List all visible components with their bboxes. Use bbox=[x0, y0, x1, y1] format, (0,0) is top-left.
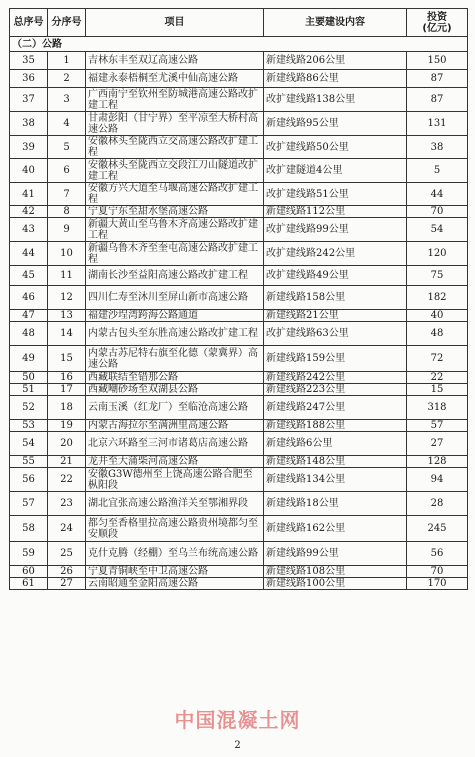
row-investment: 94 bbox=[407, 468, 468, 492]
row-investment: 22 bbox=[407, 372, 468, 384]
table-row bbox=[10, 420, 468, 432]
section-title: （二）公路 bbox=[10, 37, 468, 52]
row-total-no: 59 bbox=[10, 542, 48, 566]
table-row bbox=[10, 218, 468, 242]
header-investment: 投资 (亿元) bbox=[407, 9, 468, 37]
row-investment: 48 bbox=[407, 322, 468, 346]
row-sub-no: 9 bbox=[48, 218, 86, 242]
row-investment: 28 bbox=[407, 492, 468, 516]
row-project: 内蒙古苏尼特右旗至化德（蒙冀界）高速公路 bbox=[86, 346, 264, 372]
row-project: 新疆乌鲁木齐至奎屯高速公路改扩建工程 bbox=[86, 242, 264, 266]
row-investment: 75 bbox=[407, 266, 468, 286]
row-total-no: 56 bbox=[10, 468, 48, 492]
row-total-no: 54 bbox=[10, 432, 48, 456]
row-project: 安徽林头至陇西立交高速公路改扩建工程 bbox=[86, 136, 264, 159]
row-content: 新建线路100公里 bbox=[264, 578, 407, 590]
row-project: 北京六环路至三河市诸葛店高速公路 bbox=[86, 432, 264, 456]
table-row bbox=[10, 542, 468, 566]
row-total-no: 49 bbox=[10, 346, 48, 372]
table-row bbox=[10, 286, 468, 310]
row-sub-no: 13 bbox=[48, 310, 86, 322]
row-content: 改扩建线路63公里 bbox=[264, 322, 407, 346]
row-total-no: 43 bbox=[10, 218, 48, 242]
row-investment: 245 bbox=[407, 516, 468, 542]
row-sub-no: 7 bbox=[48, 183, 86, 206]
row-content: 新建线路86公里 bbox=[264, 70, 407, 88]
table-row bbox=[10, 468, 468, 492]
table-row bbox=[10, 206, 468, 218]
row-content: 新建线路134公里 bbox=[264, 468, 407, 492]
row-project: 内蒙古包头至东胜高速公路改扩建工程 bbox=[86, 322, 264, 346]
row-investment: 57 bbox=[407, 420, 468, 432]
table-row bbox=[10, 322, 468, 346]
row-investment: 150 bbox=[407, 52, 468, 70]
row-sub-no: 24 bbox=[48, 516, 86, 542]
row-project: 安徽林头至陇西立交段江刀山隧道改扩建工程 bbox=[86, 159, 264, 183]
row-content: 新建线路206公里 bbox=[264, 52, 407, 70]
row-project: 宁夏青铜峡至中卫高速公路 bbox=[86, 566, 264, 578]
row-content: 改扩建线路50公里 bbox=[264, 136, 407, 159]
row-investment: 131 bbox=[407, 112, 468, 136]
row-investment: 38 bbox=[407, 136, 468, 159]
row-project: 湖北宜张高速公路渔洋关至鄂湘界段 bbox=[86, 492, 264, 516]
row-total-no: 38 bbox=[10, 112, 48, 136]
table-row bbox=[10, 516, 468, 542]
table-row bbox=[10, 372, 468, 384]
page-number: 2 bbox=[234, 740, 241, 751]
row-sub-no: 17 bbox=[48, 384, 86, 396]
row-sub-no: 21 bbox=[48, 456, 86, 468]
row-content: 新建线路99公里 bbox=[264, 542, 407, 566]
row-investment: 54 bbox=[407, 218, 468, 242]
row-project: 宁夏宁东至甜水堡高速公路 bbox=[86, 206, 264, 218]
row-sub-no: 22 bbox=[48, 468, 86, 492]
row-project: 西藏嘲砂场至双湖县公路 bbox=[86, 384, 264, 396]
header-sub-no: 分序号 bbox=[48, 9, 86, 37]
table-row bbox=[10, 112, 468, 136]
table-row bbox=[10, 384, 468, 396]
table-row bbox=[10, 566, 468, 578]
row-investment: 72 bbox=[407, 346, 468, 372]
row-total-no: 51 bbox=[10, 384, 48, 396]
table-header-row bbox=[10, 9, 468, 37]
table-row bbox=[10, 136, 468, 159]
row-project: 四川仁寿至沐川至屏山新市高速公路 bbox=[86, 286, 264, 310]
row-sub-no: 1 bbox=[48, 52, 86, 70]
table-row bbox=[10, 88, 468, 112]
row-investment: 170 bbox=[407, 578, 468, 590]
row-total-no: 53 bbox=[10, 420, 48, 432]
table-row bbox=[10, 159, 468, 183]
row-project: 都匀至香格里拉高速公路贵州境都匀至安顺段 bbox=[86, 516, 264, 542]
row-total-no: 55 bbox=[10, 456, 48, 468]
row-total-no: 39 bbox=[10, 136, 48, 159]
row-content: 新建线路21公里 bbox=[264, 310, 407, 322]
row-investment: 5 bbox=[407, 159, 468, 183]
row-total-no: 37 bbox=[10, 88, 48, 112]
table-row bbox=[10, 456, 468, 468]
row-project: 云南昭通至金阳高速公路 bbox=[86, 578, 264, 590]
row-total-no: 46 bbox=[10, 286, 48, 310]
row-sub-no: 14 bbox=[48, 322, 86, 346]
row-investment: 40 bbox=[407, 310, 468, 322]
row-total-no: 36 bbox=[10, 70, 48, 88]
row-content: 改扩建隧道4公里 bbox=[264, 159, 407, 183]
table-row bbox=[10, 242, 468, 266]
table-row bbox=[10, 183, 468, 206]
row-project: 福建沙埕湾跨海公路通道 bbox=[86, 310, 264, 322]
header-project: 项目 bbox=[86, 9, 264, 37]
row-content: 新建线路159公里 bbox=[264, 346, 407, 372]
row-project: 西藏联结至错那公路 bbox=[86, 372, 264, 384]
table-row bbox=[10, 52, 468, 70]
row-project: 吉林东丰至双辽高速公路 bbox=[86, 52, 264, 70]
row-sub-no: 6 bbox=[48, 159, 86, 183]
row-content: 新建线路108公里 bbox=[264, 566, 407, 578]
row-sub-no: 5 bbox=[48, 136, 86, 159]
row-content: 新建线路162公里 bbox=[264, 516, 407, 542]
row-sub-no: 10 bbox=[48, 242, 86, 266]
row-sub-no: 18 bbox=[48, 396, 86, 420]
row-content: 改扩建线路51公里 bbox=[264, 183, 407, 206]
row-total-no: 42 bbox=[10, 206, 48, 218]
row-project: 安徽G3W德州至上饶高速公路合肥至枞阳段 bbox=[86, 468, 264, 492]
header-total-no: 总序号 bbox=[10, 9, 48, 37]
row-total-no: 47 bbox=[10, 310, 48, 322]
row-sub-no: 12 bbox=[48, 286, 86, 310]
table-row bbox=[10, 432, 468, 456]
row-sub-no: 20 bbox=[48, 432, 86, 456]
row-content: 新建线路112公里 bbox=[264, 206, 407, 218]
row-total-no: 41 bbox=[10, 183, 48, 206]
row-sub-no: 2 bbox=[48, 70, 86, 88]
row-investment: 87 bbox=[407, 88, 468, 112]
row-project: 内蒙古海拉尔至满洲里高速公路 bbox=[86, 420, 264, 432]
row-content: 新建线路158公里 bbox=[264, 286, 407, 310]
row-sub-no: 27 bbox=[48, 578, 86, 590]
table-row bbox=[10, 310, 468, 322]
row-content: 新建线路95公里 bbox=[264, 112, 407, 136]
row-sub-no: 25 bbox=[48, 542, 86, 566]
row-sub-no: 26 bbox=[48, 566, 86, 578]
table-row bbox=[10, 578, 468, 590]
row-total-no: 35 bbox=[10, 52, 48, 70]
row-project: 安徽方兴大道至马堰高速公路改扩建工程 bbox=[86, 183, 264, 206]
row-total-no: 60 bbox=[10, 566, 48, 578]
table-row bbox=[10, 492, 468, 516]
project-table bbox=[9, 8, 468, 590]
row-project: 新疆大黄山至乌鲁木齐高速公路改扩建工程 bbox=[86, 218, 264, 242]
table-row bbox=[10, 396, 468, 420]
row-content: 改扩建线路49公里 bbox=[264, 266, 407, 286]
row-total-no: 50 bbox=[10, 372, 48, 384]
row-investment: 70 bbox=[407, 206, 468, 218]
section-row bbox=[10, 37, 468, 52]
row-sub-no: 8 bbox=[48, 206, 86, 218]
row-total-no: 40 bbox=[10, 159, 48, 183]
row-content: 改扩建线路138公里 bbox=[264, 88, 407, 112]
row-content: 改扩建线路242公里 bbox=[264, 242, 407, 266]
row-sub-no: 19 bbox=[48, 420, 86, 432]
row-project: 湖南长沙至益阳高速公路改扩建工程 bbox=[86, 266, 264, 286]
row-investment: 120 bbox=[407, 242, 468, 266]
row-project: 龙井至大蒲柴河高速公路 bbox=[86, 456, 264, 468]
row-content: 新建线路223公里 bbox=[264, 384, 407, 396]
header-content: 主要建设内容 bbox=[264, 9, 407, 37]
row-content: 新建线路242公里 bbox=[264, 372, 407, 384]
row-project: 克什克腾（经棚）至乌兰布统高速公路 bbox=[86, 542, 264, 566]
row-investment: 87 bbox=[407, 70, 468, 88]
table-row bbox=[10, 346, 468, 372]
row-total-no: 52 bbox=[10, 396, 48, 420]
row-investment: 56 bbox=[407, 542, 468, 566]
row-investment: 128 bbox=[407, 456, 468, 468]
row-investment: 182 bbox=[407, 286, 468, 310]
row-sub-no: 16 bbox=[48, 372, 86, 384]
row-content: 新建线路18公里 bbox=[264, 492, 407, 516]
row-total-no: 45 bbox=[10, 266, 48, 286]
row-total-no: 48 bbox=[10, 322, 48, 346]
row-investment: 15 bbox=[407, 384, 468, 396]
row-investment: 27 bbox=[407, 432, 468, 456]
table-row bbox=[10, 70, 468, 88]
watermark-text: 中国混凝土网 bbox=[174, 708, 301, 732]
row-content: 新建线路6公里 bbox=[264, 432, 407, 456]
row-project: 福建永泰梧桐至尤溪中仙高速公路 bbox=[86, 70, 264, 88]
row-sub-no: 23 bbox=[48, 492, 86, 516]
row-project: 云南玉溪（红龙厂）至临沧高速公路 bbox=[86, 396, 264, 420]
row-sub-no: 3 bbox=[48, 88, 86, 112]
table-row bbox=[10, 266, 468, 286]
row-content: 改扩建线路99公里 bbox=[264, 218, 407, 242]
row-sub-no: 11 bbox=[48, 266, 86, 286]
row-total-no: 57 bbox=[10, 492, 48, 516]
row-sub-no: 15 bbox=[48, 346, 86, 372]
row-content: 新建线路247公里 bbox=[264, 396, 407, 420]
row-content: 新建线路188公里 bbox=[264, 420, 407, 432]
row-content: 新建线路148公里 bbox=[264, 456, 407, 468]
row-investment: 44 bbox=[407, 183, 468, 206]
row-investment: 70 bbox=[407, 566, 468, 578]
row-total-no: 58 bbox=[10, 516, 48, 542]
row-total-no: 44 bbox=[10, 242, 48, 266]
row-total-no: 61 bbox=[10, 578, 48, 590]
row-project: 广西南宁至钦州至防城港高速公路改扩建工程 bbox=[86, 88, 264, 112]
row-project: 甘肃彭阳（甘宁界）至平凉至大桥村高速公路 bbox=[86, 112, 264, 136]
row-sub-no: 4 bbox=[48, 112, 86, 136]
row-investment: 318 bbox=[407, 396, 468, 420]
